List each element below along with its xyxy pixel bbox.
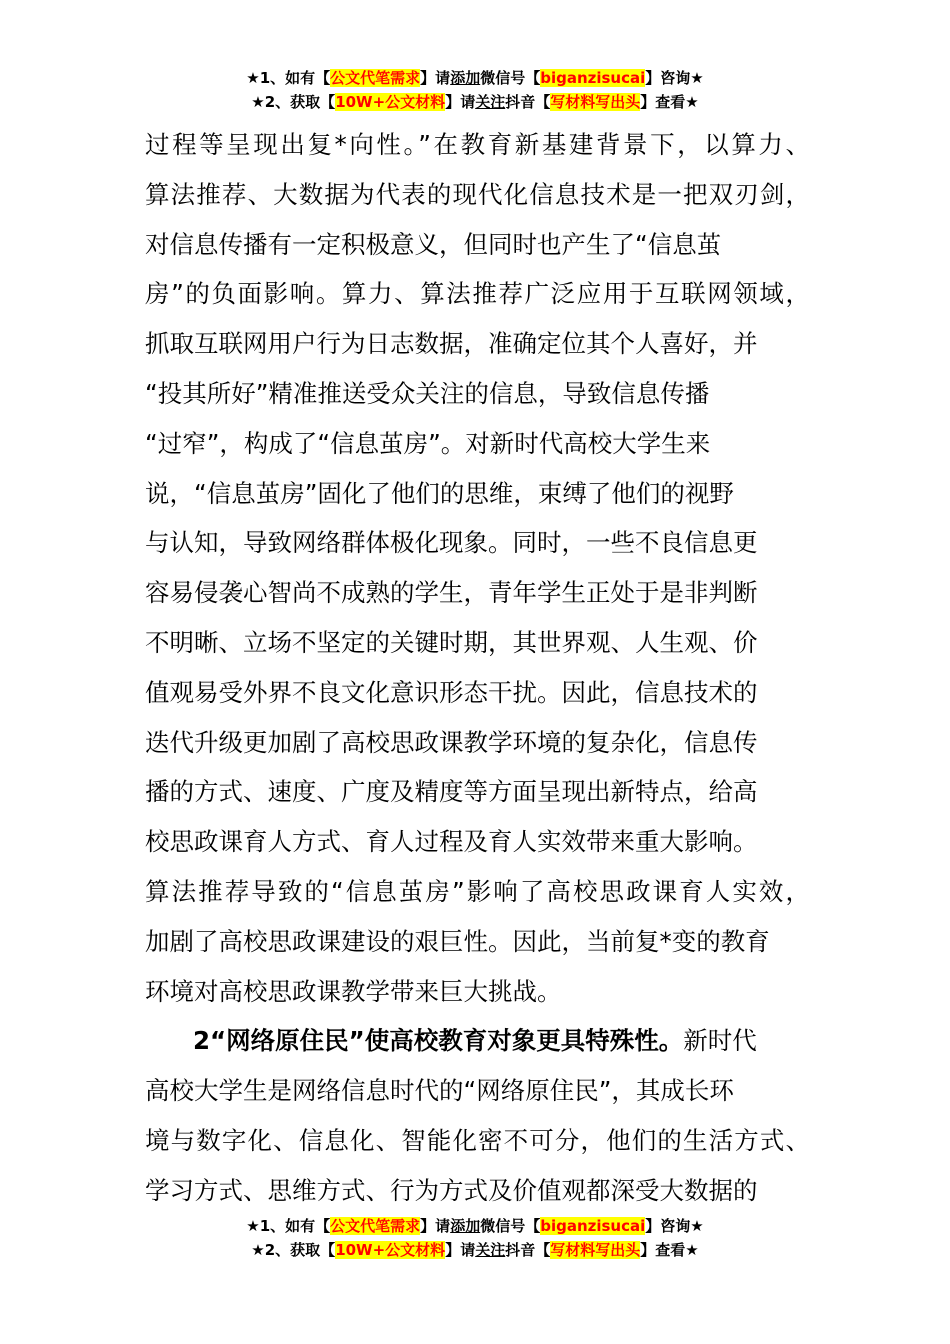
body-line: 高校大学生是网络信息时代的“网络原住民”，其成长环: [145, 1076, 734, 1106]
body-line: 算法推荐导致的“信息茧房”影响了高校思政课育人实效，: [145, 876, 810, 906]
body-line: “投其所好”精准推送受众关注的信息，导致信息传播: [145, 378, 710, 408]
body-line: 播的方式、速度、广度及精度等方面呈现出新特点，给高: [145, 777, 758, 807]
footer-text: ★2、获取【: [251, 1241, 336, 1259]
header-line-2: [0, 90, 950, 114]
footer-text: ★1、如有【: [246, 1217, 331, 1235]
header-text: 】请: [445, 93, 476, 111]
body-line: 对信息传播有一定积极意义，但同时也产生了“信息茧: [145, 229, 722, 259]
highlight-materials: 10W+公文材料: [335, 1241, 446, 1259]
footer-text: 】查看★: [640, 1241, 699, 1259]
body-line: 值观易受外界不良文化意识形态干扰。因此，信息技术的: [145, 677, 758, 707]
body-line: 与认知，导致网络群体极化现象。同时，一些不良信息更: [145, 528, 758, 558]
section-heading: 2“网络原住民”使高校教育对象更具特殊性。: [193, 1026, 684, 1056]
footer-text: 抖音【: [505, 1241, 551, 1259]
footer-text: 】咨询★: [645, 1217, 704, 1235]
section-heading-line: [145, 1016, 810, 1066]
footer-line-2: [0, 1238, 950, 1262]
highlight-douyin: 写材料写出头: [550, 93, 641, 111]
highlight-wechat-id: biganzisucai: [540, 1217, 646, 1235]
header-text: ★2、获取【: [251, 93, 336, 111]
footer-text: 】请: [445, 1241, 476, 1259]
body-line: 容易侵袭心智尚不成熟的学生，青年学生正处于是非判断: [145, 578, 758, 608]
body-line: 环境对高校思政课教学带来巨大挑战。: [145, 976, 562, 1006]
body-line: 境与数字化、信息化、智能化密不可分，他们的生活方式、: [145, 1125, 810, 1155]
highlight-materials: 10W+公文材料: [335, 93, 446, 111]
highlight-ghostwriting: 公文代笔需求: [330, 69, 421, 87]
body-line: 校思政课育人方式、育人过程及育人实效带来重大影响。: [145, 827, 758, 857]
header-text: 】咨询★: [645, 69, 704, 87]
header-line-1: [0, 66, 950, 90]
header-banner: [0, 66, 950, 114]
highlight-wechat-id: biganzisucai: [540, 69, 646, 87]
body-line: 过程等呈现出复*向性。”在教育新基建背景下，以算力、: [145, 130, 810, 159]
header-text: 】请: [420, 69, 451, 87]
underlined-add: 添加: [450, 69, 481, 87]
body-line: 房”的负面影响。算力、算法推荐广泛应用于互联网领域，: [145, 279, 810, 309]
body-line: 不明晰、立场不坚定的关键时期，其世界观、人生观、价: [145, 627, 758, 657]
footer-line-1: [0, 1214, 950, 1238]
body-line: 学习方式、思维方式、行为方式及价值观都深受大数据的: [145, 1175, 758, 1205]
header-text: ★1、如有【: [246, 69, 331, 87]
body-text-run: 新时代: [683, 1026, 757, 1056]
footer-text: 】请: [420, 1217, 451, 1235]
footer-banner: [0, 1214, 950, 1262]
body-line: 说，“信息茧房”固化了他们的思维，束缚了他们的视野: [145, 478, 734, 508]
header-text: 】查看★: [640, 93, 699, 111]
underlined-follow: 关注: [475, 1241, 506, 1259]
document-body: [145, 120, 810, 1216]
body-line: 加剧了高校思政课建设的艰巨性。因此，当前复*变的教育: [145, 926, 770, 956]
underlined-follow: 关注: [475, 93, 506, 111]
body-line: “过窄”，构成了“信息茧房”。对新时代高校大学生来: [145, 428, 711, 458]
body-line: 算法推荐、大数据为代表的现代化信息技术是一把双刃剑，: [145, 179, 810, 209]
highlight-douyin: 写材料写出头: [550, 1241, 641, 1259]
header-text: 抖音【: [505, 93, 551, 111]
body-line: 抓取互联网用户行为日志数据，准确定位其个人喜好，并: [145, 329, 758, 359]
underlined-add: 添加: [450, 1217, 481, 1235]
body-line: 迭代升级更加剧了高校思政课教学环境的复杂化，信息传: [145, 727, 758, 757]
header-text: 微信号【: [480, 69, 541, 87]
highlight-ghostwriting: 公文代笔需求: [330, 1217, 421, 1235]
footer-text: 微信号【: [480, 1217, 541, 1235]
